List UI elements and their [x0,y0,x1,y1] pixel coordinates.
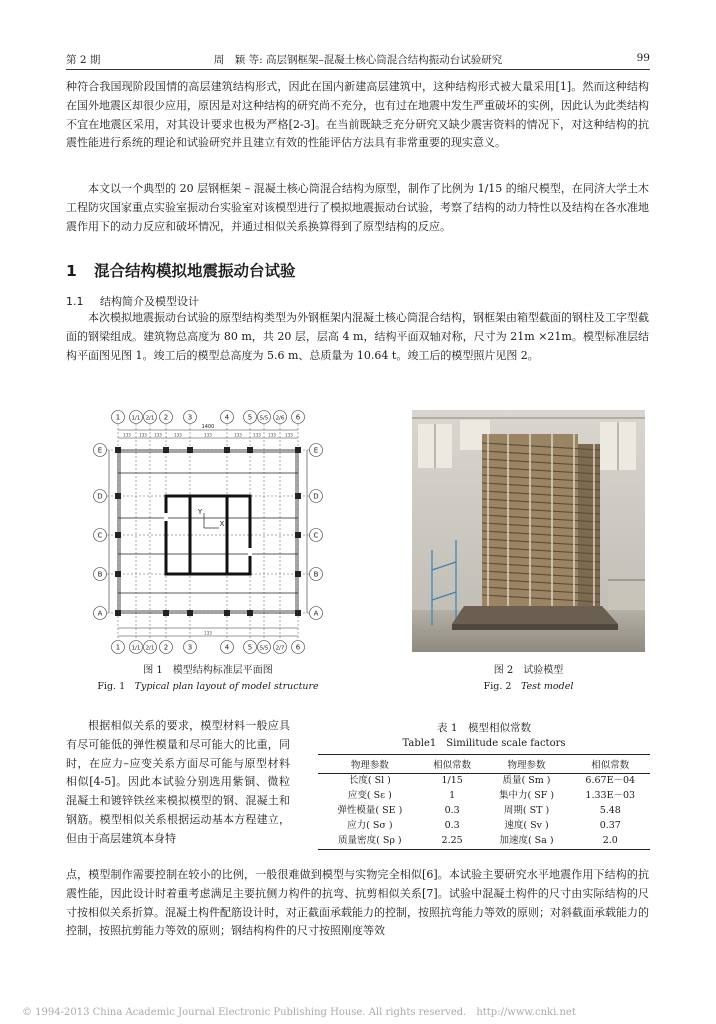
axis-label: 1 [115,413,121,422]
dimension-total: 1400 [201,424,215,430]
axis-label: 2/7 [275,645,285,652]
figure-2-caption-en: Test model [520,681,574,692]
table-header: 相似常数 [571,755,650,774]
dimension-spans [123,433,293,636]
axis-label: 4 [224,643,230,652]
axis-label: 6 [295,643,301,652]
page-number: 99 [636,52,650,64]
figure-1-plan [92,408,324,656]
subsection-number: 1.1 [66,295,84,308]
table-row [318,819,650,834]
axis-label: 2 [163,413,169,422]
table-cell: 0.37 [599,820,621,832]
axis-label: 5/5 [259,415,269,422]
header-rule [66,69,650,70]
table-cell: 弹性模量( SE ) [337,805,403,817]
table-cell: 0.3 [444,820,460,832]
figure-2-caption-cn: 图 2 试验模型 [493,665,564,676]
axis-label: 1 [115,643,121,652]
axis-label: 2 [163,643,169,652]
paragraph-2: 本文以一个典型的 20 层钢框架 – 混凝土核心筒混合结构为原型，制作了比例为 1/15 的缩尺模型，在同济大学土木工程防灾国家重点实验室振动台实验室对该模型进行了模拟地震振动台试验，考察了结构的动力特性以及结构在各水准地震作用下的动力反应和破坏情况，并通过相似关系换算得到了原型结构的反应。 [66,182,649,233]
axis-label: D [97,492,103,501]
dimension-label: 133 [204,630,212,636]
section-number: 1 [66,262,77,280]
similitude-table [318,754,650,850]
dimension-label: 133 [174,432,182,438]
dimension-label: 133 [123,432,131,438]
table-cell: 质量( Sm ) [502,775,551,787]
axis-label: A [97,609,103,618]
axis-label: 5/5 [259,645,269,652]
axis-label: 3 [187,643,193,652]
table-cell: 1 [449,790,456,802]
figure-1-caption-cn: 图 1 模型结构标准层平面图 [143,665,273,676]
figure-1-caption [92,663,324,695]
axis-label: 1/1 [131,645,141,652]
table-cell: 1.33E－03 [585,790,636,802]
axis-label: 6 [295,413,301,422]
table-cell: 0.3 [444,805,460,817]
table-cell: 应变( Sε ) [347,790,392,802]
figure-2-photo [412,410,645,652]
axis-y-label: Y [197,508,203,516]
table-header: 物理参数 [483,755,571,774]
table-cell: 2.0 [571,834,650,849]
dimension-label: 133 [139,432,147,438]
axis-label: E [97,446,103,455]
table-header: 相似常数 [422,755,483,774]
axis-label: 2/1 [145,415,155,422]
table-1-caption-en: Table1 Similitude scale factors [402,738,566,749]
copyright-footer: © 1994-2013 China Academic Journal Electronic Publishing House. All rights reserved. http://www.cnki.net [22,1007,576,1018]
axis-x-label: X [219,520,225,528]
axis-label: E [313,446,319,455]
table-cell: 1/15 [441,775,463,787]
table-cell: 长度( Sl ) [348,775,391,787]
paragraph-1: 种符合我国现阶段国情的高层建筑结构形式，因此在国内新建高层建筑中，这种结构形式被大量采用[1]。然而这种结构在国外地震区却很少应用，原因是对这种结构的研究尚不充分，也有过在地震中发生严重破坏的实例，因此认为此类结构不宜在地震区采用，对其设计要求也极为严格[2-3]。在当前既缺乏充分研究又缺少震害资料的情况下，对这种结构的抗震性能进行系统的理论和试验研究并且建立有效的性能评估方法具有非常重要的现实意义。 [66,80,649,150]
section-heading [66,259,296,281]
subsection-title: 结构简介及模型设计 [100,295,199,308]
issue-number: 第 2 期 [66,54,101,66]
axis-label: B [97,570,103,579]
subsection-heading [66,293,199,309]
axis-label: D [313,492,319,501]
running-title: 周 颖 等: 高层钢框架–混凝土核心筒混合结构振动台试验研究 [213,54,503,66]
dimension-label: 133 [234,432,242,438]
figure-2-caption [412,663,645,695]
table-cell: 周期( ST ) [503,805,550,817]
axis-label: 2/1 [145,645,155,652]
axis-label: 1/1 [131,415,141,422]
table-1 [318,720,650,850]
table-1-caption-cn: 表 1 模型相似常数 [436,722,532,734]
table-row [318,834,650,849]
table-cell: 5.48 [599,805,621,817]
figure-1-caption-en: Typical plan layout of model structure [134,681,319,692]
table-cell: 速度( Sv ) [504,820,549,832]
table-cell: 集中力( SF ) [498,790,555,802]
table-cell: 应力( Sσ ) [347,820,393,832]
axis-label: 4 [224,413,230,422]
section-title: 混合结构模拟地震振动台试验 [94,262,296,280]
dimension-label: 133 [154,432,162,438]
table-row [318,789,650,804]
table-row [318,804,650,819]
axis-label: 2/6 [275,415,285,422]
axis-label: B [313,570,319,579]
axis-label: 5 [247,413,253,422]
table-cell: 2.25 [422,834,483,849]
dimension-label: 133 [253,432,261,438]
dimension-label: 133 [268,432,276,438]
table-cell: 质量密度( Sρ ) [318,834,422,849]
figure-1-caption-label: Fig. 1 [97,681,126,692]
table-cell: 6.67E－04 [585,775,636,787]
axis-label: A [313,609,319,618]
paragraph-3: 本次模拟地震振动台试验的原型结构类型为外钢框架内混凝土核心筒混合结构，钢框架由箱型截面的钢柱及工字型截面的钢梁组成。建筑物总高度为 80 m，共 20 层，层高 4 m，结构平面双轴对称，尺寸为 21m ×21m。模型标准层结构平面图见图 1。竣工后的模型总高度为 5.6 m、总质量为 10.64 t。竣工后的模型照片见图 2。 [66,311,649,362]
axis-label: 3 [187,413,193,422]
figure-2-caption-label: Fig. 2 [483,681,512,692]
running-header [66,52,650,70]
axis-label: C [313,531,319,540]
table-row [318,774,650,789]
dimension-label: 133 [204,432,212,438]
axis-label: 5 [247,643,253,652]
paragraph-4-bottom: 点，模型制作需要控制在较小的比例，一般很难做到模型与实物完全相似[6]。本试验主要研究水平地震作用下结构的抗震性能，因此设计时着重考虑满足主要抗侧力构件的抗弯、抗剪相似关系[7]。试验中混凝土构件的尺寸由实际结构的尺寸按相似关系折算。混凝土构件配筋设计时，对正截面承载能力的控制，按照抗弯能力等效的原则；对斜截面承载能力的控制，按照抗剪能力等效的原则；钢结构构件的尺寸按照刚度等效 [66,868,649,938]
axis-label: C [97,531,103,540]
table-header: 物理参数 [318,755,422,774]
paragraph-4-left: 根据相似关系的要求，模型材料一般应具有尽可能低的弹性模量和尽可能大的比重，同时，在应力–应变关系方面尽可能与原型材料相似[4-5]。因此本试验分别选用紫铜、微粒混凝土和镀锌铁丝来模拟模型的钢、混凝土和钢筋。模型相似关系根据运动基本方程建立，但由于高层建筑本身特 [66,719,290,845]
dimension-label: 133 [285,432,293,438]
table-cell: 加速度( Sa ) [483,834,571,849]
